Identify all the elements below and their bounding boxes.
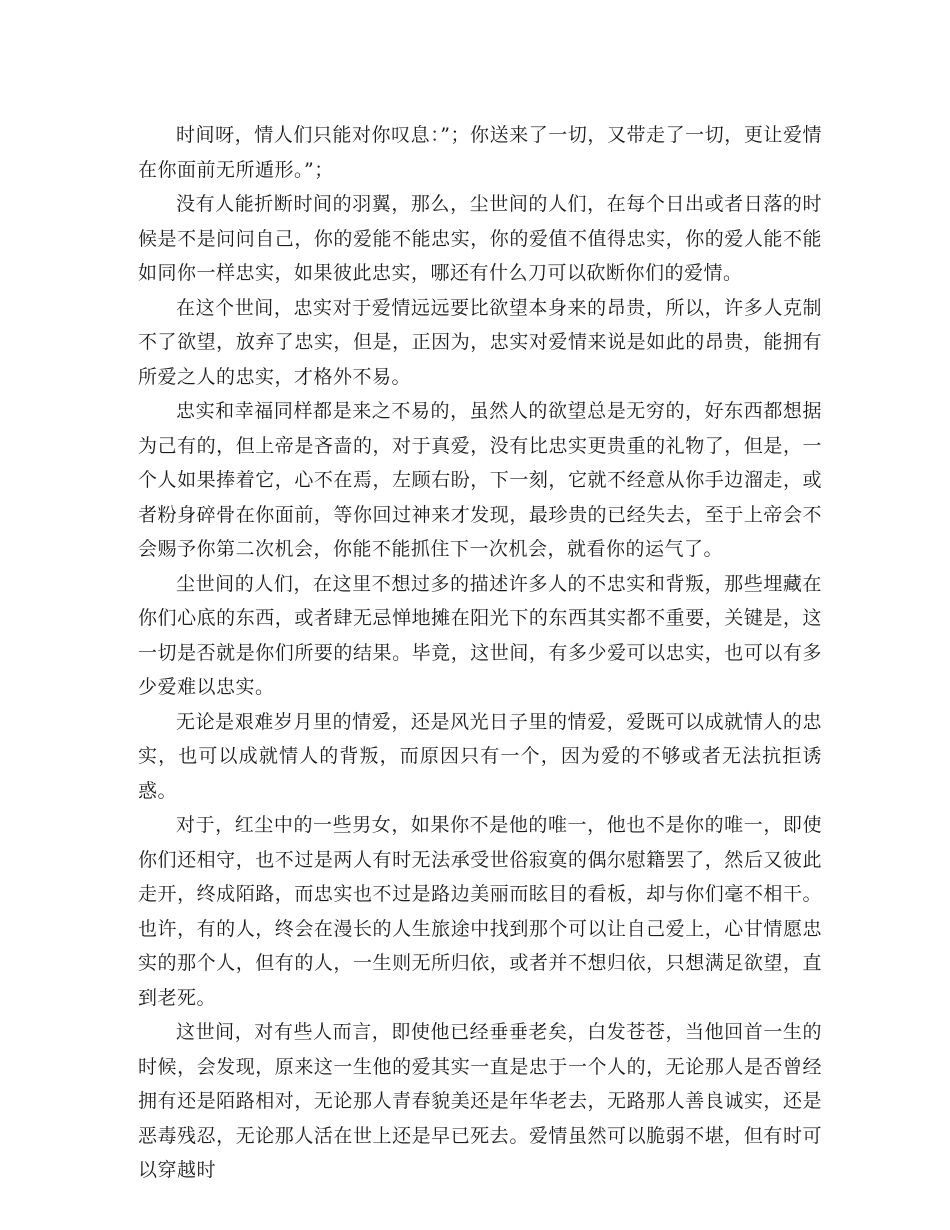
paragraph-3: 在这个世间，忠实对于爱情远远要比欲望本身来的昂贵，所以，许多人克制不了欲望，放弃了忠实，但是，正因为，忠实对爱情来说是如此的昂贵，能拥有所爱之人的忠实，才格外不易。 — [138, 296, 822, 388]
paragraph-4: 忠实和幸福同样都是来之不易的，虽然人的欲望总是无穷的，好东西都想据为己有的，但上帝是吝啬的，对于真爱，没有比忠实更贵重的礼物了，但是，一个人如果捧着它，心不在焉，左顾右盼，下一刻，它就不经意从你手边溜走，或者粉身碎骨在你面前，等你回过神来才发现，最珍贵的已经失去，至于上帝会不会赐予你第二次机会，你能不能抓住下一次机会，就看你的运气了。 — [138, 400, 822, 560]
document-body — [138, 118, 822, 1188]
paragraph-2: 没有人能折断时间的羽翼，那么，尘世间的人们，在每个日出或者日落的时候是不是问问自己，你的爱能不能忠实，你的爱值不值得忠实，你的爱人能不能如同你一样忠实，如果彼此忠实，哪还有什么刀可以砍断你们的爱情。 — [138, 193, 822, 284]
paragraph-6: 无论是艰难岁月里的情爱，还是风光日子里的情爱，爱既可以成就情人的忠实，也可以成就情人的背叛，而原因只有一个，因为爱的不够或者无法抗拒诱惑。 — [138, 710, 822, 802]
paragraph-5: 尘世间的人们，在这里不想过多的描述许多人的不忠实和背叛，那些埋藏在你们心底的东西，或者肆无忌惮地摊在阳光下的东西其实都不重要，关键是，这一切是否就是你们所要的结果。毕竟，这世间，有多少爱可以忠实，也可以有多少爱难以忠实。 — [138, 572, 822, 698]
paragraph-7: 对于，红尘中的一些男女，如果你不是他的唯一，他也不是你的唯一，即使你们还相守，也不过是两人有时无法承受世俗寂寞的偶尔慰籍罢了，然后又彼此走开，终成陌路，而忠实也不过是路边美丽而眩目的看板，却与你们毫不相干。也许，有的人，终会在漫长的人生旅途中找到那个可以让自己爱上，心甘情愿忠实的那个人，但有的人，一生则无所归依，或者并不想归依，只想满足欲望，直到老死。 — [138, 814, 822, 1009]
paragraph-1: 时间呀，情人们只能对你叹息：”；你送来了一切，又带走了一切，更让爱情在你面前无所遁形。”； — [138, 124, 822, 181]
paragraph-8: 这世间，对有些人而言，即使他已经垂垂老矣，白发苍苍，当他回首一生的时候，会发现，原来这一生他的爱其实一直是忠于一个人的，无论那人是否曾经拥有还是陌路相对，无论那人青春貌美还是年华老去，无路那人善良诚实，还是恶毒残忍，无论那人活在世上还是早已死去。爱情虽然可以脆弱不堪，但有时可以穿越时 — [138, 1021, 822, 1181]
